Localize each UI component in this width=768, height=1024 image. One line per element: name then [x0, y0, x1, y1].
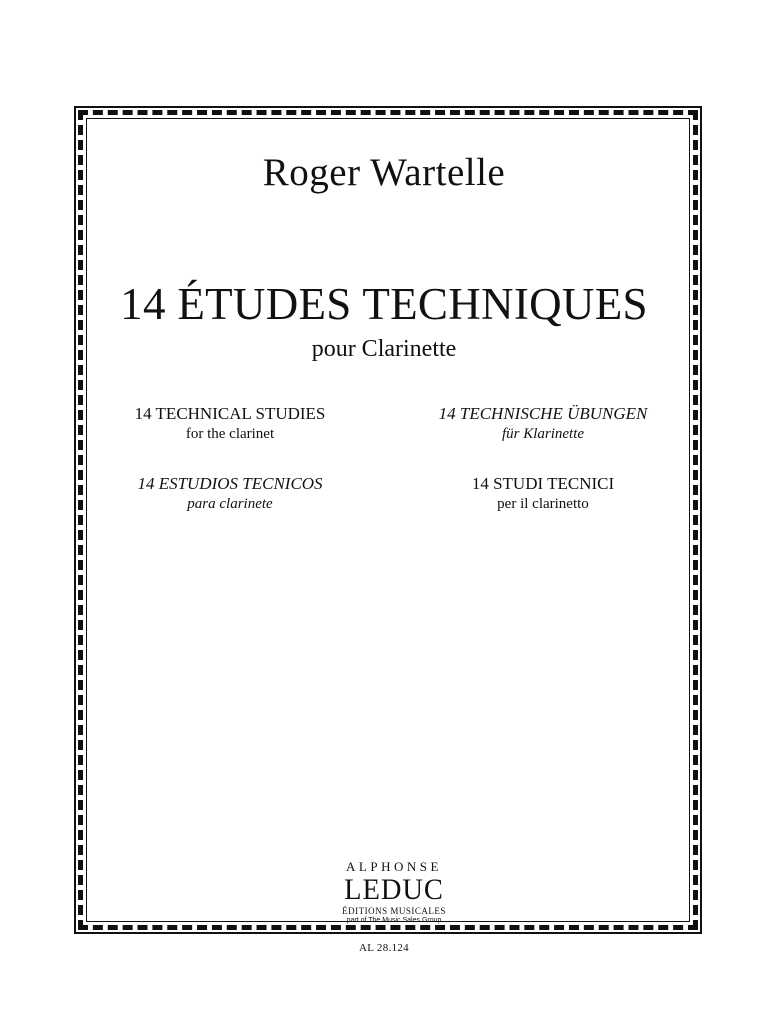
translation-german-title: 14 TECHNISCHE ÜBUNGEN — [438, 404, 648, 423]
catalog-number: AL 28.124 — [359, 942, 409, 954]
translation-spanish-title: 14 ESTUDIOS TECNICOS — [137, 474, 323, 493]
publisher-logo — [334, 860, 454, 925]
publisher-line-2: LEDUC — [344, 873, 444, 906]
cover-title: 14 ÉTUDES TECHNIQUES — [120, 279, 648, 329]
translation-german-subtitle: für Klarinette — [501, 426, 585, 442]
composer-name: Roger Wartelle — [262, 151, 506, 194]
decorative-border — [74, 106, 702, 934]
translation-spanish-subtitle: para clarinete — [187, 496, 273, 512]
publisher-line-4: part of The Music Sales Group — [346, 917, 442, 924]
translation-italian — [393, 474, 693, 514]
publisher-line-3: ÉDITIONS MUSICALES — [342, 906, 446, 916]
translation-english-title: 14 TECHNICAL STUDIES — [134, 404, 326, 423]
translation-german — [393, 404, 693, 444]
translation-italian-title: 14 STUDI TECNICI — [471, 474, 615, 493]
translation-italian-subtitle: per il clarinetto — [497, 496, 589, 512]
translation-spanish — [80, 474, 380, 514]
translation-english — [80, 404, 380, 444]
translation-english-subtitle: for the clarinet — [185, 426, 275, 442]
cover-subtitle: pour Clarinette — [311, 336, 457, 362]
publisher-line-1: ALPHONSE — [346, 859, 442, 874]
